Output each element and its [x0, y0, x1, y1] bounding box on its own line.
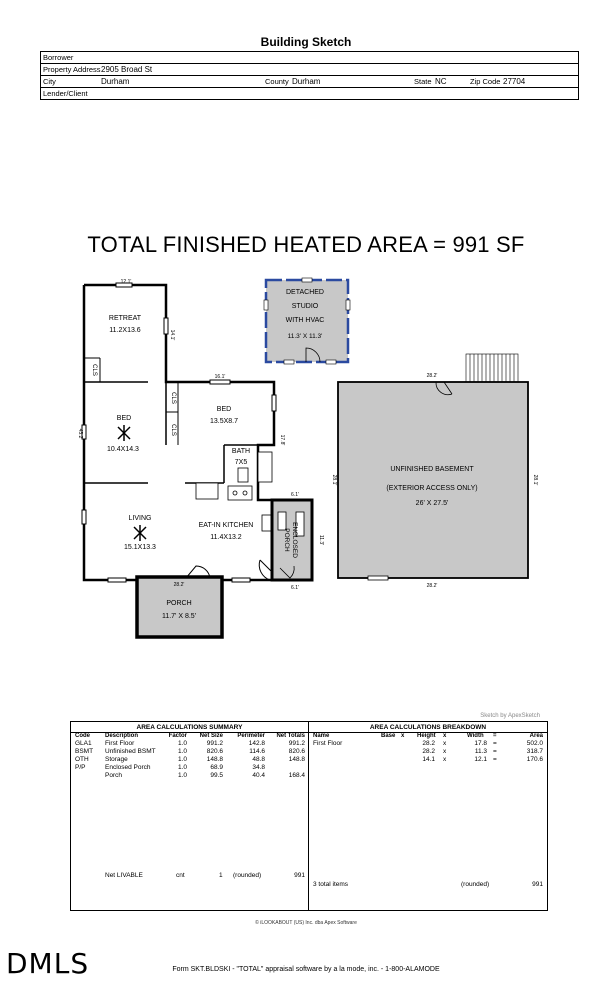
cell-description: Enclosed Porch: [105, 764, 151, 771]
net-livable-label: Net LIVABLE: [105, 872, 143, 879]
net-livable-unit: cnt: [176, 872, 185, 879]
window: [82, 510, 86, 524]
area-breakdown-panel: [309, 722, 547, 910]
counter: [196, 483, 218, 499]
cell-x: x: [443, 740, 447, 747]
cell-factor: 1.0: [177, 772, 187, 779]
bath-size: 7X5: [234, 459, 248, 466]
cell-equals: =: [493, 740, 497, 747]
county-label: County: [265, 77, 289, 86]
cell-net-total: 148.8: [288, 756, 305, 763]
property-address-label: Property Address: [43, 65, 101, 74]
kitchen-size: 11.4X13.2: [210, 534, 242, 541]
summary-header-perimeter: Perimeter: [237, 733, 265, 739]
cell-equals: =: [493, 756, 497, 763]
cell-net-size: 820.6: [206, 748, 223, 755]
county-value: Durham: [292, 77, 321, 86]
bed2-size: 13.5X8.7: [209, 418, 239, 425]
window: [272, 395, 276, 411]
cell-code: OTH: [75, 756, 89, 763]
dmls-watermark: DMLS: [6, 947, 90, 980]
cell-net-total: 820.6: [288, 748, 305, 755]
cell-factor: 1.0: [177, 748, 187, 755]
cell-perimeter: 40.4: [252, 772, 265, 779]
enclosed-porch-label-1: ENCLOSED: [291, 522, 298, 558]
bath-label: BATH: [231, 448, 251, 455]
zip-value: 27704: [503, 77, 526, 86]
living-label: LIVING: [128, 515, 152, 522]
summary-header-net-size: Net Size: [199, 733, 223, 739]
summary-header-description: Description: [105, 733, 139, 739]
total-heated-area-headline: TOTAL FINISHED HEATED AREA = 991 SF: [87, 232, 525, 257]
cell-net-size: 99.5: [210, 772, 223, 779]
lender-row: [41, 88, 578, 99]
basement-label-2: (EXTERIOR ACCESS ONLY): [386, 485, 478, 492]
sketch-credit: Sketch by ApexSketch: [480, 713, 540, 719]
breakdown-header-area: Area: [529, 733, 543, 739]
dim-enclosed-right: 11.3': [318, 534, 324, 546]
dim-basement-right: 28.1': [532, 474, 538, 486]
area-calculations-table: [70, 721, 548, 911]
cell-perimeter: 34.8: [252, 764, 265, 771]
cell-net-size: 991.2: [206, 740, 223, 747]
dim-left-side: 43.2': [77, 428, 83, 440]
basement-label-1: UNFINISHED BASEMENT: [390, 466, 474, 473]
breakdown-header-equals: =: [493, 733, 497, 739]
breakdown-header-base: Base: [381, 733, 396, 739]
net-livable-count: 1: [219, 872, 223, 879]
unfinished-basement: [338, 382, 528, 578]
window: [164, 318, 168, 334]
bed1-label: BED: [116, 415, 132, 422]
cell-description: Porch: [105, 772, 122, 779]
cell-width: 12.1: [474, 756, 487, 763]
cell-perimeter: 142.8: [248, 740, 265, 747]
cell-factor: 1.0: [177, 740, 187, 747]
dim-retreat-right: 14.1': [169, 329, 175, 341]
city-value: Durham: [101, 77, 130, 86]
cell-height: 28.2: [422, 748, 435, 755]
enclosed-porch-label-2: PORCH: [283, 528, 290, 552]
closet-label: CLS: [170, 424, 176, 436]
basement-size: 26' X 27.5': [415, 500, 449, 507]
cell-perimeter: 48.8: [252, 756, 265, 763]
copyright-notice: © iLOOKABOUT (US) Inc. dba Apex Software: [255, 920, 357, 926]
porch-size: 11.7' X 8.5': [161, 613, 197, 620]
dim-enclosed-top: 6.1': [291, 492, 299, 498]
breakdown-total-value: 991: [532, 881, 543, 888]
property-address-value: 2905 Broad St: [101, 65, 153, 74]
cell-net-size: 148.8: [206, 756, 223, 763]
breakdown-first-floor: First Floor: [313, 740, 343, 747]
porch-label: PORCH: [166, 600, 192, 607]
summary-header-factor: Factor: [168, 733, 187, 739]
breakdown-header-height: Height: [417, 733, 436, 739]
state-label: State: [414, 77, 432, 86]
window: [108, 578, 126, 582]
net-livable-value: 991: [294, 872, 305, 879]
cell-description: First Floor: [105, 740, 135, 747]
cell-width: 17.8: [474, 740, 487, 747]
cell-factor: 1.0: [177, 764, 187, 771]
form-title: Building Sketch: [260, 35, 352, 49]
toilet: [238, 468, 248, 482]
retreat-size: 11.2X13.6: [109, 327, 141, 334]
door-swing: [259, 560, 272, 580]
dim-enclosed-bottom: 6.1': [291, 585, 299, 591]
breakdown-header-x1: x: [401, 733, 405, 739]
breakdown-header-name: Name: [313, 733, 330, 739]
dim-retreat-top: 12.1': [120, 279, 132, 285]
lender-label: Lender/Client: [43, 89, 88, 98]
dim-basement-bottom: 28.2': [426, 583, 438, 589]
cell-width: 11.3: [474, 748, 487, 755]
studio-label-1: DETACHED: [286, 289, 324, 296]
cell-code: BSMT: [75, 748, 94, 755]
cell-area: 502.0: [526, 740, 543, 747]
dim-basement-top: 28.2': [426, 373, 438, 379]
cell-net-total: 991.2: [288, 740, 305, 747]
cell-x: x: [443, 756, 447, 763]
cell-description: Storage: [105, 756, 128, 763]
breakdown-rounded-label: (rounded): [461, 881, 490, 888]
window: [232, 578, 250, 582]
cell-code: GLA1: [75, 740, 92, 747]
kitchen-label: EAT-IN KITCHEN: [198, 522, 254, 529]
range: [228, 486, 252, 500]
summary-header-net-totals: Net Totals: [276, 733, 305, 739]
cell-equals: =: [493, 748, 497, 755]
property-address-row: [41, 64, 578, 76]
cell-net-size: 68.9: [210, 764, 223, 771]
summary-title: AREA CALCULATIONS SUMMARY: [136, 724, 243, 731]
city-row: [41, 76, 578, 88]
city-label: City: [43, 77, 56, 86]
window: [210, 380, 230, 384]
cell-factor: 1.0: [177, 756, 187, 763]
studio-label-3: WITH HVAC: [285, 317, 325, 324]
bed1-size: 10.4X14.3: [107, 446, 139, 453]
dim-bed2-top: 16.1': [214, 374, 226, 380]
subject-header-box: [40, 51, 579, 100]
breakdown-total-items: 3 total items: [313, 881, 349, 888]
closet-label: CLS: [170, 392, 176, 404]
net-livable-rounded: (rounded): [233, 872, 262, 879]
cell-area: 318.7: [526, 748, 543, 755]
summary-header-code: Code: [75, 733, 90, 739]
cell-description: Unfinished BSMT: [105, 748, 156, 755]
dim-bath-right: 17.8': [279, 434, 285, 446]
dim-porch-top: 28.2': [173, 582, 185, 588]
retreat-label: RETREAT: [108, 315, 142, 322]
form-footer: Form SKT.BLDSKI - "TOTAL" appraisal software by a la mode, inc. - 1-800-ALAMODE: [172, 966, 440, 973]
borrower-label: Borrower: [43, 53, 74, 62]
floor-plan-sketch: [0, 270, 612, 650]
breakdown-header-width: Width: [467, 733, 484, 739]
cell-height: 14.1: [422, 756, 435, 763]
cell-area: 170.6: [526, 756, 543, 763]
cell-perimeter: 114.6: [249, 748, 265, 755]
living-size: 15.1X13.3: [124, 544, 156, 551]
cell-code: P/P: [75, 764, 86, 771]
studio-label-2: STUDIO: [291, 303, 319, 310]
closet-label: CLS: [91, 364, 97, 376]
breakdown-title: AREA CALCULATIONS BREAKDOWN: [369, 724, 487, 731]
dim-basement-left: 28.1': [331, 474, 337, 486]
bathtub: [258, 452, 272, 482]
cell-height: 28.2: [422, 740, 435, 747]
cell-net-total: 168.4: [288, 772, 305, 779]
borrower-row: [41, 52, 578, 64]
basement-stairs: [466, 354, 518, 382]
state-value: NC: [435, 77, 447, 86]
studio-size: 11.3' X 11.3': [287, 333, 323, 340]
area-summary-panel: [71, 722, 309, 910]
bed2-label: BED: [216, 406, 232, 413]
breakdown-header-x2: x: [443, 733, 447, 739]
zip-label: Zip Code: [470, 77, 501, 86]
cell-x: x: [443, 748, 447, 755]
